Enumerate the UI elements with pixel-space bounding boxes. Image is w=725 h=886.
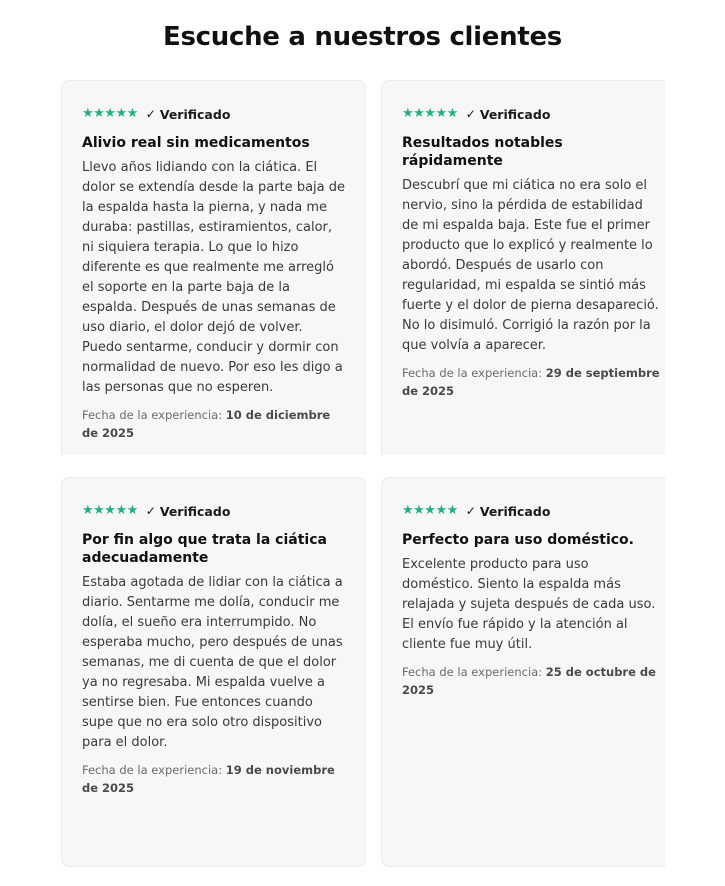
date-value: 10 de diciembre de 2025 xyxy=(82,408,331,440)
star-rating-icon: ★★★★★ xyxy=(402,503,458,518)
check-icon: ✓ xyxy=(465,107,476,121)
date-label: Fecha de la experiencia: xyxy=(402,665,543,679)
verified-badge xyxy=(466,504,551,519)
rating-row xyxy=(402,503,660,519)
review-title: Por fin algo que trata la ciática adecuadamente xyxy=(82,532,327,566)
date-label: Fecha de la experiencia: xyxy=(82,763,223,777)
verified-label: Verificado xyxy=(159,503,231,519)
date-value: 25 de octubre de 2025 xyxy=(402,665,656,697)
review-card xyxy=(381,80,665,455)
verified-badge xyxy=(146,504,231,519)
review-date xyxy=(82,761,345,797)
check-icon: ✓ xyxy=(145,504,156,518)
review-text: Estaba agotada de lidiar con la ciática a diario. Sentarme me dolía, conducir me dolía, el sueño era interrumpido. No esperaba mucho, pero después de unas semanas, me di cuenta de que el dolor ya no regresaba. Mi espalda vuelve a sentirse bien. Fue entonces cuando supe que no era solo otro dispositivo para el dolor. xyxy=(82,575,343,750)
check-icon: ✓ xyxy=(465,504,476,518)
verified-label: Verificado xyxy=(159,106,231,122)
review-title: Alivio real sin medicamentos xyxy=(82,135,310,151)
review-date xyxy=(402,364,660,400)
section-title: Escuche a nuestros clientes xyxy=(163,22,562,52)
verified-label: Verificado xyxy=(479,106,551,122)
review-card xyxy=(61,80,366,455)
star-rating-icon: ★★★★★ xyxy=(402,106,458,121)
review-card xyxy=(381,477,665,867)
star-rating-icon: ★★★★★ xyxy=(82,106,138,121)
review-date xyxy=(402,663,660,699)
review-title: Perfecto para uso doméstico. xyxy=(402,532,634,548)
date-label: Fecha de la experiencia: xyxy=(402,366,543,380)
date-value: 29 de septiembre de 2025 xyxy=(402,366,660,398)
review-title: Resultados notables rápidamente xyxy=(402,135,563,169)
review-card xyxy=(61,477,366,867)
rating-row xyxy=(402,106,660,122)
date-label: Fecha de la experiencia: xyxy=(82,408,223,422)
verified-label: Verificado xyxy=(479,503,551,519)
review-date xyxy=(82,406,345,442)
review-text: Excelente producto para uso doméstico. Siento la espalda más relajada y sujeta después de cada uso. El envío fue rápido y la atención al cliente fue muy útil. xyxy=(402,557,656,652)
rating-row xyxy=(82,106,345,122)
verified-badge xyxy=(146,107,231,122)
check-icon: ✓ xyxy=(145,107,156,121)
review-text: Descubrí que mi ciática no era solo el nervio, sino la pérdida de estabilidad de mi espalda baja. Este fue el primer producto que lo explicó y realmente lo abordó. Después de usarlo con regularidad, mi espalda se sintió más fuerte y el dolor de pierna desapareció. No lo disimuló. Corrigió la razón por la que volvía a aparecer. xyxy=(402,178,659,353)
star-rating-icon: ★★★★★ xyxy=(82,503,138,518)
rating-row xyxy=(82,503,345,519)
review-text: Llevo años lidiando con la ciática. El dolor se extendía desde la parte baja de la espalda hasta la pierna, y nada me duraba: pastillas, estiramientos, calor, ni siquiera terapia. Lo que lo hizo diferente es que realmente me arregló el soporte en la parte baja de la espalda. Después de unas semanas de uso diario, el dolor dejó de volver. Puedo sentarme, conducir y dormir con normalidad de nuevo. Por eso les digo a las personas que no esperen. xyxy=(82,160,345,395)
date-value: 19 de noviembre de 2025 xyxy=(82,763,335,795)
verified-badge xyxy=(466,107,551,122)
